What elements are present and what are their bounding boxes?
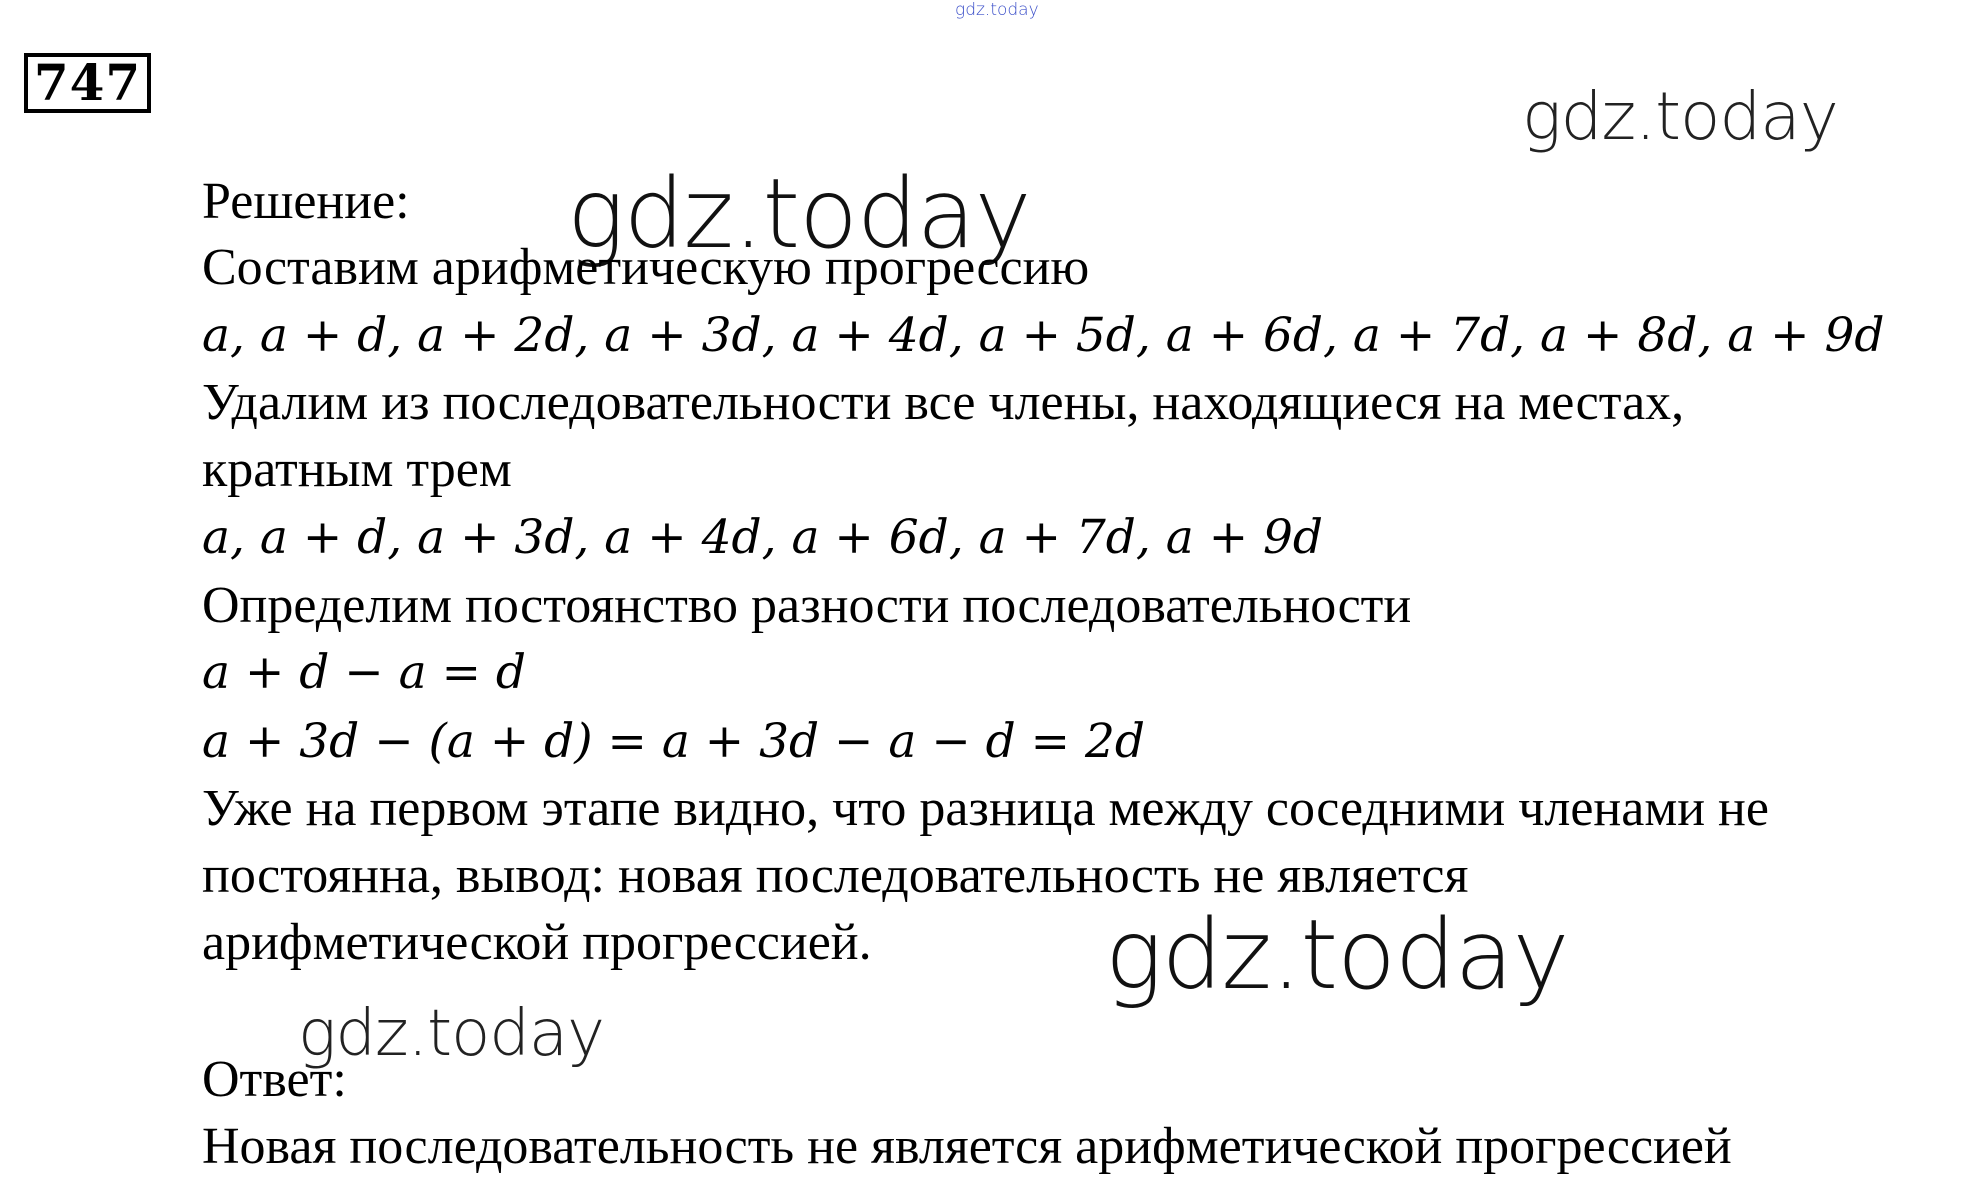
text-line-conclusion-1: Уже на первом этапе видно, что разница между соседними членами не [202,780,1769,837]
text-line-conclusion-2: постоянна, вывод: новая последовательность не является [202,847,1469,904]
text-line-check-difference: Определим постоянство разности последовательности [202,577,1412,634]
watermark-top: gdz.today [955,0,1039,20]
problem-number-box: 747 [24,53,151,113]
formula-progression-terms: a, a + d, a + 2d, a + 3d, a + 4d, a + 5d, a + 6d, a + 7d, a + 8d, a + 9d [202,308,1885,363]
text-line-compose-progression: Составим арифметическую прогрессию [202,239,1090,296]
answer-heading: Ответ: [202,1051,347,1108]
answer-text: Новая последовательность не является арифметической прогрессией [202,1118,1732,1175]
watermark-small-bottom: gdz.today [298,997,604,1071]
formula-difference-2: a + 3d − (a + d) = a + 3d − a − d = 2d [202,714,1145,769]
watermark-large-middle: gdz.today [1105,899,1569,1011]
watermark-right: gdz.today [1522,78,1838,155]
watermark-large-top: gdz.today [567,158,1031,270]
formula-difference-1: a + d − a = d [202,645,526,700]
text-line-multiples-of-three: кратным трем [202,441,512,498]
formula-remaining-terms: a, a + d, a + 3d, a + 4d, a + 6d, a + 7d, a + 9d [202,510,1324,565]
text-line-remove-terms: Удалим из последовательности все члены, находящиеся на местах, [202,374,1685,431]
solution-heading: Решение: [202,173,410,230]
text-line-conclusion-3: арифметической прогрессией. [202,914,872,971]
